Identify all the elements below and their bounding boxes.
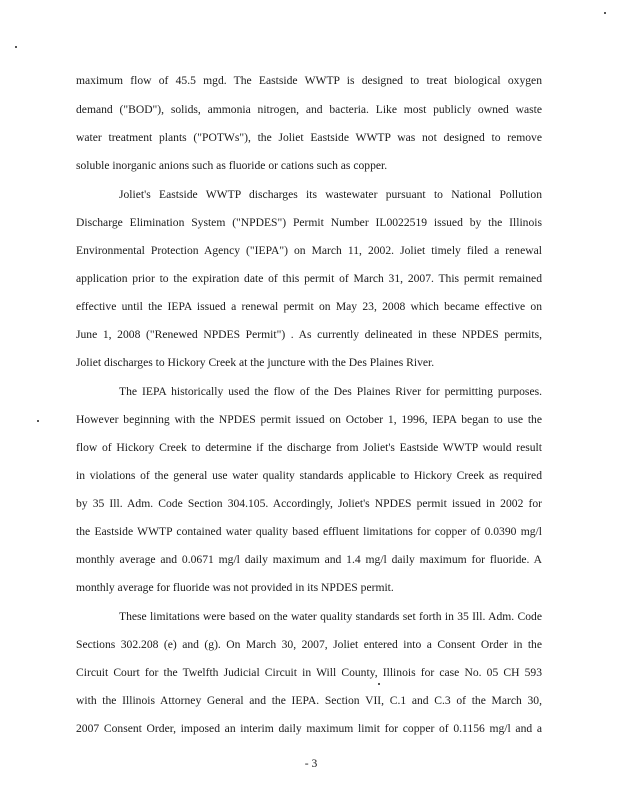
paragraph-1-line-1: maximum flow of 45.5 mgd. The Eastside WWTP is designed to treat biological oxygen	[76, 74, 542, 87]
paragraph-2-line-4: application prior to the expiration date of this permit of March 31, 2007. This permit remained	[76, 272, 542, 285]
paragraph-3-line-3: flow of Hickory Creek to determine if the discharge from Joliet's Eastside WWTP would result	[76, 441, 542, 454]
paragraph-2-line-7: Joliet discharges to Hickory Creek at the juncture with the Des Plaines River.	[76, 356, 435, 369]
paragraph-1-line-4: soluble inorganic anions such as fluoride or cations such as copper.	[76, 159, 388, 172]
scan-speck	[15, 46, 17, 48]
scan-speck	[604, 12, 606, 14]
paragraph-1-line-3: water treatment plants ("POTWs"), the Joliet Eastside WWTP was not designed to remove	[76, 131, 542, 144]
paragraph-4-line-2: Sections 302.208 (e) and (g). On March 30, 2007, Joliet entered into a Consent Order in the	[76, 638, 542, 651]
paragraph-3-line-2: However beginning with the NPDES permit issued on October 1, 1996, IEPA began to use the	[76, 413, 542, 426]
paragraph-4-line-3: Circuit Court for the Twelfth Judicial Circuit in Will County, Illinois for case No. 05 CH 593	[76, 666, 542, 679]
scan-speck	[378, 683, 380, 685]
paragraph-4-line-4: with the Illinois Attorney General and the IEPA. Section VII, C.1 and C.3 of the March 30,	[76, 694, 542, 707]
paragraph-2-line-6: June 1, 2008 ("Renewed NPDES Permit") . As currently delineated in these NPDES permits,	[76, 328, 542, 341]
paragraph-2-line-2: Discharge Elimination System ("NPDES") Permit Number IL0022519 issued by the Illinois	[76, 216, 542, 229]
scan-speck	[37, 420, 39, 422]
paragraph-2-line-1: Joliet's Eastside WWTP discharges its wastewater pursuant to National Pollution	[119, 188, 542, 201]
paragraph-3-line-5: by 35 Ill. Adm. Code Section 304.105. Accordingly, Joliet's NPDES permit issued in 2002 for	[76, 497, 542, 510]
paragraph-3-line-1: The IEPA historically used the flow of the Des Plaines River for permitting purposes.	[119, 385, 542, 398]
paragraph-3-line-8: monthly average for fluoride was not provided in its NPDES permit.	[76, 581, 394, 594]
paragraph-3-line-7: monthly average and 0.0671 mg/l daily maximum and 1.4 mg/l daily maximum for fluoride. A	[76, 553, 542, 566]
page-number: - 3	[304, 757, 318, 770]
paragraph-4-line-1: These limitations were based on the water quality standards set forth in 35 Ill. Adm. Code	[119, 610, 542, 623]
paragraph-3-line-4: in violations of the general use water quality standards applicable to Hickory Creek as required	[76, 469, 542, 482]
paragraph-2-line-5: effective until the IEPA issued a renewal permit on May 23, 2008 which became effective on	[76, 300, 542, 313]
paragraph-4-line-5: 2007 Consent Order, imposed an interim daily maximum limit for copper of 0.1156 mg/l and a	[76, 722, 542, 735]
paragraph-1-line-2: demand ("BOD"), solids, ammonia nitrogen, and bacteria. Like most publicly owned waste	[76, 103, 542, 116]
paragraph-3-line-6: the Eastside WWTP contained water quality based effluent limitations for copper of 0.0390 mg/l	[76, 525, 542, 538]
paragraph-2-line-3: Environmental Protection Agency ("IEPA") on March 11, 2002. Joliet timely filed a renewal	[76, 244, 542, 257]
